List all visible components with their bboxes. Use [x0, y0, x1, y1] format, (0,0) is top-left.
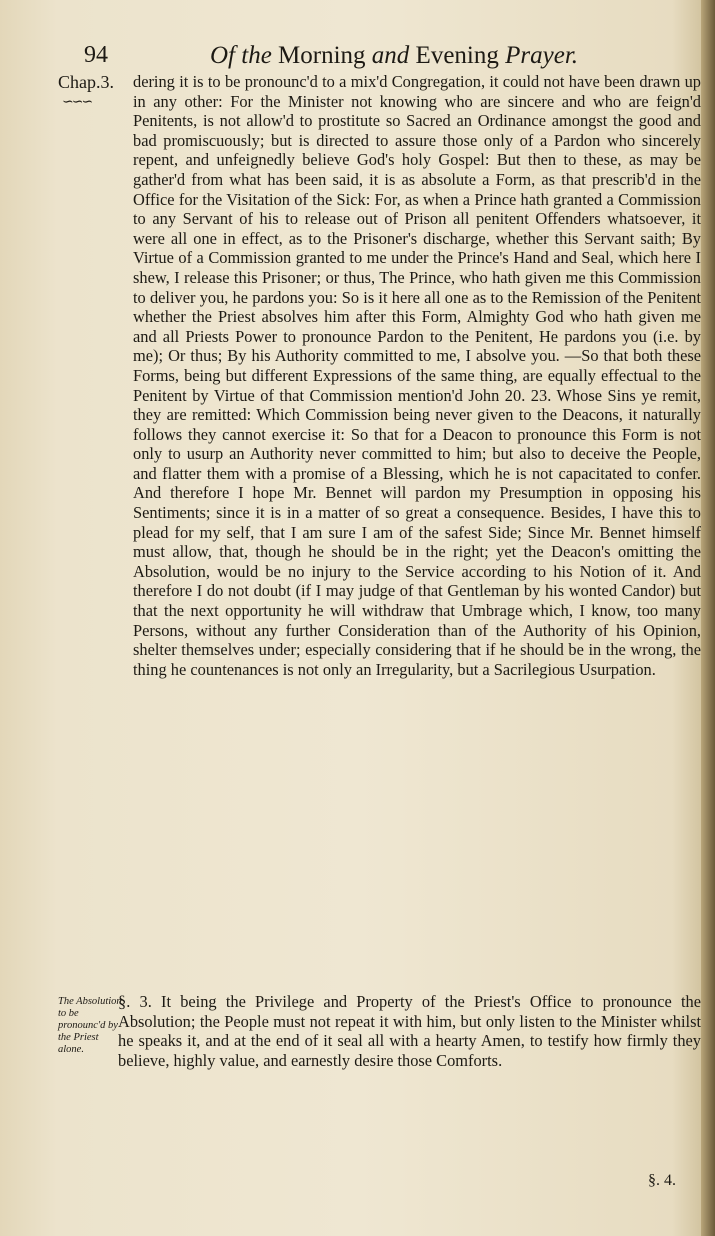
- running-head-of-the: Of the: [210, 42, 272, 69]
- running-head-and: and: [371, 42, 410, 69]
- running-head-morning: Morning: [271, 42, 372, 69]
- ornament-icon: ∽∽∽: [62, 95, 92, 110]
- page-header: [70, 42, 700, 74]
- running-head: [210, 42, 578, 70]
- margin-note: The Absolution to be pronounc'd by the Priest alone.: [58, 996, 122, 1055]
- running-head-prayer: Prayer.: [505, 42, 579, 69]
- section-3-paragraph: §. 3. It being the Privilege and Property of the Priest's Office to pronounce the Absolution; the People must not repeat it with him, but only listen to the Minister whilst he speaks it, and at the end of it seal all with a hearty Amen, to testify how firmly they believe, highly value, and earnestly desire those Comforts.: [118, 992, 701, 1070]
- book-spine: [701, 0, 715, 1236]
- catchword: §. 4.: [648, 1172, 676, 1189]
- running-head-evening: Evening: [409, 42, 506, 69]
- chapter-label: Chap.3.: [58, 72, 114, 92]
- main-paragraph: dering it is to be pronounc'd to a mix'd Congregation, it could not have been drawn up in any other: For the Minister not knowing who are sincere and who are feign'd Penitents, is not allow'd to prostitute so Sacred an Ordinance amongst the good and bad promiscuously; but is directed to assure those only of a Pardon who sincerely repent, and unfeignedly believe God's holy Gospel: But then to these, as may be gather'd from what has been said, it is as absolute a Form, as that prescrib'd in the Office for the Visitation of the Sick: For, as when a Prince hath granted a Commission to any Servant of his to release out of Prison all penitent Offenders whatsoever, it were all one in effect, as to the Prisoner's discharge, whether this Servant saith; By Virtue of a Commission granted to me under the Prince's Hand and Seal, which here I shew, I release this Prisoner; or thus, The Prince, who hath given me this Commission to deliver you, he pardons you: So is it here all one as to the Remission of the Penitent whether the Priest absolves him after this Form, Almighty God who hath given me and all Priests Power to pronounce Pardon to the Penitent, He pardons you (i.e. by me); Or thus; By his Authority committed to me, I absolve you. —So that both these Forms, being but different Expressions of the same thing, are equally effectual to the Penitent by Virtue of that Commission mention'd John 20. 23. Whose Sins ye remit, they are remitted: Which Commission being never given to the Deacons, it naturally follows they cannot exercise it: So that for a Deacon to pronounce this Form is not only to usurp an Authority never committed to him; but also to deceive the People, and flatter them with a promise of a Blessing, which he is not capacitated to confer. And therefore I hope Mr. Bennet will pardon my Presumption in opposing his Sentiments; since it is in a matter of so great a consequence. Besides, I have this to plead for my self, that I am sure I am of the safest Side; Since Mr. Bennet himself must allow, that, though he should be in the right; yet the Deacon's omitting the Absolution, would be no injury to the Service according to his Notion of it. And therefore I do not doubt (if I may judge of that Gentleman by his wonted Candor) but that the next opportunity he will withdraw that Umbrage which, I know, too many Persons, without any further Consideration than of the Authority of his Opinion, shelter themselves under; especially considering that if he should be in the wrong, the thing he countenances is not only an Irregularity, but a Sacrilegious Usurpation.: [133, 72, 701, 679]
- page-number: 94: [84, 42, 108, 68]
